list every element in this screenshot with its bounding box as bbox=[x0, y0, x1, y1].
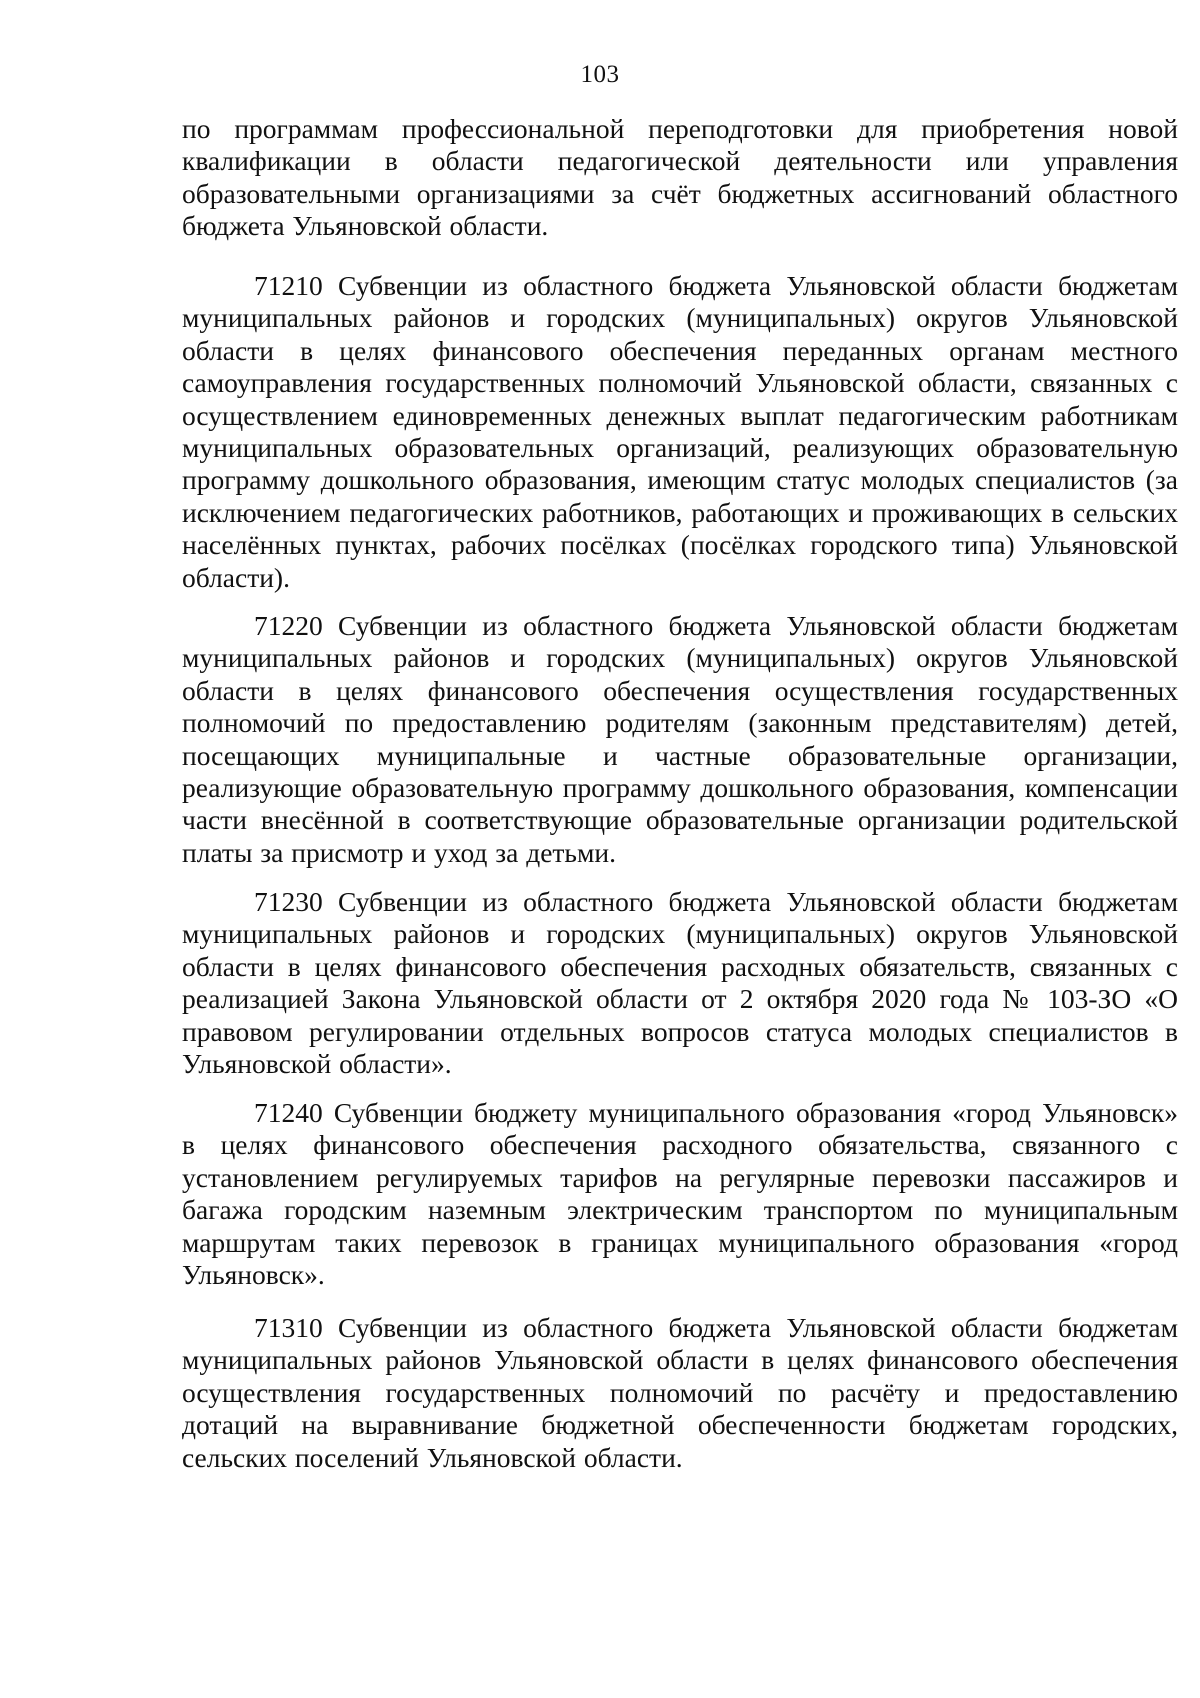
paragraph-continuation: по программам профессиональной переподготовки для приобретения новой квалификации в области педагогической деятельности или управления образовательными организациями за счёт бюджетных ассигнований областного бюджета Ульяновской области. bbox=[182, 113, 1178, 242]
paragraph-71240: 71240 Субвенции бюджету муниципального образования «город Ульяновск» в целях финансового обеспечения расходного обязательства, связанного с установлением регулируемых тарифов на регулярные перевозки пассажиров и багажа городским наземным электрическим транспортом по муниципальным маршрутам таких перевозок в границах муниципального образования «город Ульяновск». bbox=[182, 1097, 1178, 1291]
paragraph-71210: 71210 Субвенции из областного бюджета Ульяновской области бюджетам муниципальных районов и городских (муниципальных) округов Ульяновской области в целях финансового обеспечения переданных органам местного самоуправления государственных полномочий Ульяновской области, связанных с осуществлением единовременных денежных выплат педагогическим работникам муниципальных образовательных организаций, реализующих образовательную программу дошкольного образования, имеющим статус молодых специалистов (за исключением педагогических работников, работающих и проживающих в сельских населённых пунктах, рабочих посёлках (посёлках городского типа) Ульяновской области). bbox=[182, 270, 1178, 593]
paragraph-71310: 71310 Субвенции из областного бюджета Ульяновской области бюджетам муниципальных районов Ульяновской области в целях финансового обеспечения осуществления государственных полномочий по расчёту и предоставлению дотаций на выравнивание бюджетной обеспеченности бюджетам городских, сельских поселений Ульяновской области. bbox=[182, 1312, 1178, 1473]
paragraph-71230: 71230 Субвенции из областного бюджета Ульяновской области бюджетам муниципальных районов и городских (муниципальных) округов Ульяновской области в целях финансового обеспечения расходных обязательств, связанных с реализацией Закона Ульяновской области от 2 октября 2020 года № 103-ЗО «О правовом регулировании отдельных вопросов статуса молодых специалистов в Ульяновской области». bbox=[182, 886, 1178, 1080]
page-number: 103 bbox=[580, 61, 620, 88]
paragraph-71220: 71220 Субвенции из областного бюджета Ульяновской области бюджетам муниципальных районов и городских (муниципальных) округов Ульяновской области в целях финансового обеспечения осуществления государственных полномочий по предоставлению родителям (законным представителям) детей, посещающих муниципальные и частные образовательные организации, реализующие образовательную программу дошкольного образования, компенсации части внесённой в соответствующие образовательные организации родительской платы за присмотр и уход за детьми. bbox=[182, 610, 1178, 868]
